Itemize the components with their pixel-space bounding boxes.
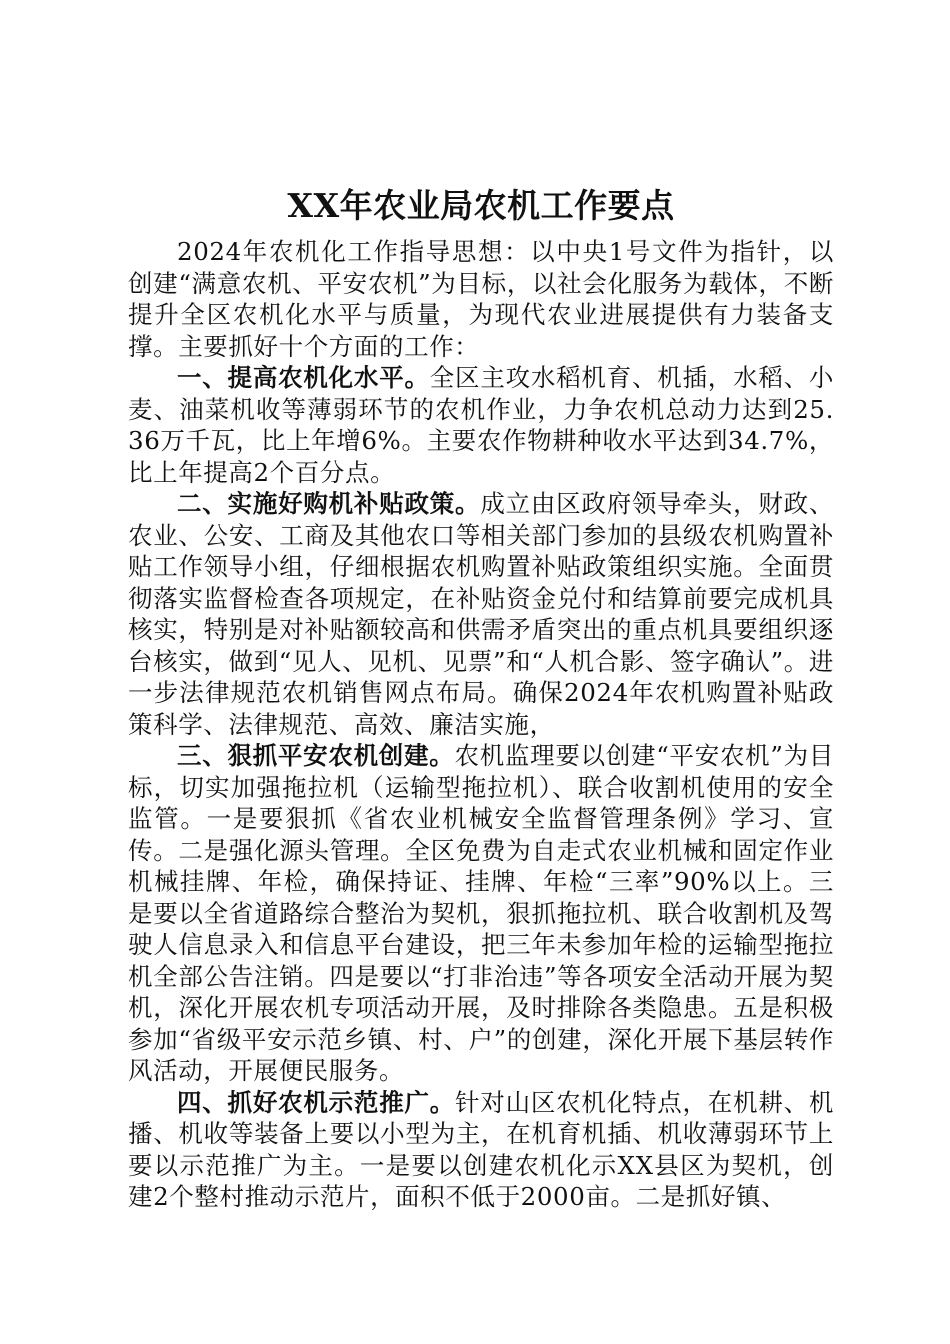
section-2-paragraph xyxy=(128,488,834,740)
intro-paragraph: 2024年农机化工作指导思想：以中央1号文件为指针，以创建“满意农机、平安农机”为目标，以社会化服务为载体，不断提升全区农机化水平与质量，为现代农业进展提供有力装备支撑。主要抓好十个方面的工作： xyxy=(128,237,834,361)
section-4-paragraph xyxy=(128,1087,834,1213)
section-4-body: 针对山区农机化特点，在机耕、机播、机收等装备上要以小型为主，在机育机插、机收薄弱环节上要以示范推广为主。一是要以创建农机化示XX县区为契机，创建2个整村推动示范片，面积不低于2000亩。二是抓好镇、 xyxy=(128,1087,834,1211)
section-1-body: 全区主攻水稻机育、机插，水稻、小麦、油菜机收等薄弱环节的农机作业，力争农机总动力达到25.36万千瓦，比上年增6%。主要农作物耕种收水平达到34.7%，比上年提高2个百分点。 xyxy=(128,363,834,487)
section-1-heading: 一、提高农机化水平。 xyxy=(177,363,430,392)
section-4-heading: 四、抓好农机示范推广。 xyxy=(177,1087,456,1117)
section-2-body: 成立由区政府领导牵头，财政、农业、公安、工商及其他农口等相关部门参加的县级农机购置补贴工作领导小组，仔细根据农机购置补贴政策组织实施。全面贯彻落实监督检查各项规定，在补贴资金兑付和结算前要完成机具核实，特别是对补贴额较高和供需矛盾突出的重点机具要组织逐台核实，做到“见人、见机、见票”和“人机合影、签字确认”。进一步法律规范农机销售网点布局。确保2024年农机购置补贴政策科学、法律规范、高效、廉洁实施， xyxy=(128,489,834,739)
section-3-heading: 三、狠抓平安农机创建。 xyxy=(177,741,455,770)
section-3-body: 农机监理要以创建“平安农机”为目标，切实加强拖拉机（运输型拖拉机）、联合收割机使用的安全监管。一是要狠抓《省农业机械安全监督管理条例》学习、宣传。二是强化源头管理。全区免费为自走式农业机械和固定作业机械挂牌、年检，确保持证、挂牌、年检“三率”90%以上。三是要以全省道路综合整治为契机，狠抓拖拉机、联合收割机及驾驶人信息录入和信息平台建设，把三年未参加年检的运输型拖拉机全部公告注销。四是要以“打非治违”等各项安全活动开展为契机，深化开展农机专项活动开展，及时排除各类隐患。五是积极参加“省级平安示范乡镇、村、户”的创建，深化开展下基层转作风活动，开展便民服务。 xyxy=(128,741,834,1085)
section-1-paragraph xyxy=(128,362,834,488)
section-2-heading: 二、实施好购机补贴政策。 xyxy=(177,489,481,518)
document-body xyxy=(128,180,834,1213)
document-title: XX年农业局农机工作要点 xyxy=(287,186,675,225)
section-3-paragraph xyxy=(128,740,834,1087)
